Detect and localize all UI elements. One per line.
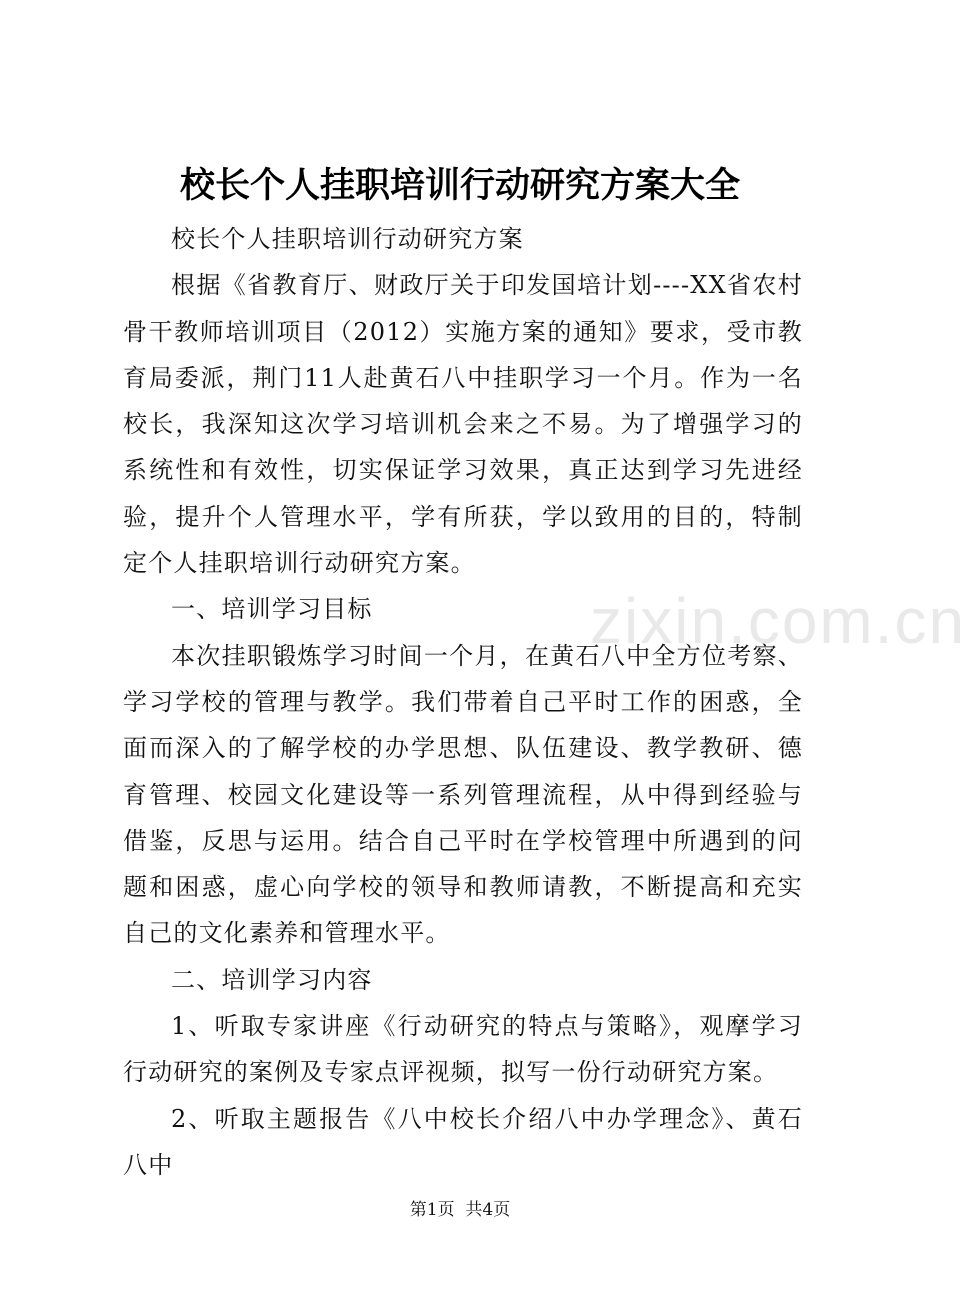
- section-heading-goals: 一、培训学习目标: [171, 595, 373, 624]
- goals-paragraph: 本次挂职锻炼学习时间一个月，在黄石八中全方位考察、学习学校的管理与教学。我们带着自己平时工作的困惑，全面而深入的了解学校的办学思想、队伍建设、教学教研、德育管理、校园文化建设等一系列管理流程，从中得到经验与借鉴，反思与运用。结合自己平时在学校管理中所遇到的问题和困惑，虚心向学校的领导和教师请教，不断提高和充实自己的文化素养和管理水平。: [123, 641, 803, 948]
- content-item-1: 1、听取专家讲座《行动研究的特点与策略》，观摩学习行动研究的案例及专家点评视频，拟写一份行动研究方案。: [123, 1012, 803, 1087]
- page-number: 第1页 共4页: [409, 1200, 511, 1220]
- content-item-2: 2、听取主题报告《八中校长介绍八中办学理念》、黄石八中: [123, 1104, 803, 1179]
- intro-paragraph: 根据《省教育厅、财政厅关于印发国培计划----XX省农村骨干教师培训项目（2012）实施方案的通知》要求，受市教育局委派，荆门11人赴黄石八中挂职学习一个月。作为一名校长，我深知这次学习培训机会来之不易。为了增强学习的系统性和有效性，切实保证学习效果，真正达到学习先进经验，提升个人管理水平，学有所获，学以致用的目的，特制定个人挂职培训行动研究方案。: [123, 271, 803, 578]
- page-footer: [0, 1198, 920, 1222]
- document-body: [123, 216, 803, 1188]
- document-title: 校长个人挂职培训行动研究方案大全: [179, 165, 740, 206]
- section-heading-content: 二、培训学习内容: [171, 965, 373, 994]
- subtitle-paragraph: 校长个人挂职培训行动研究方案: [171, 225, 524, 253]
- watermark: zixin.com.cn: [590, 585, 966, 657]
